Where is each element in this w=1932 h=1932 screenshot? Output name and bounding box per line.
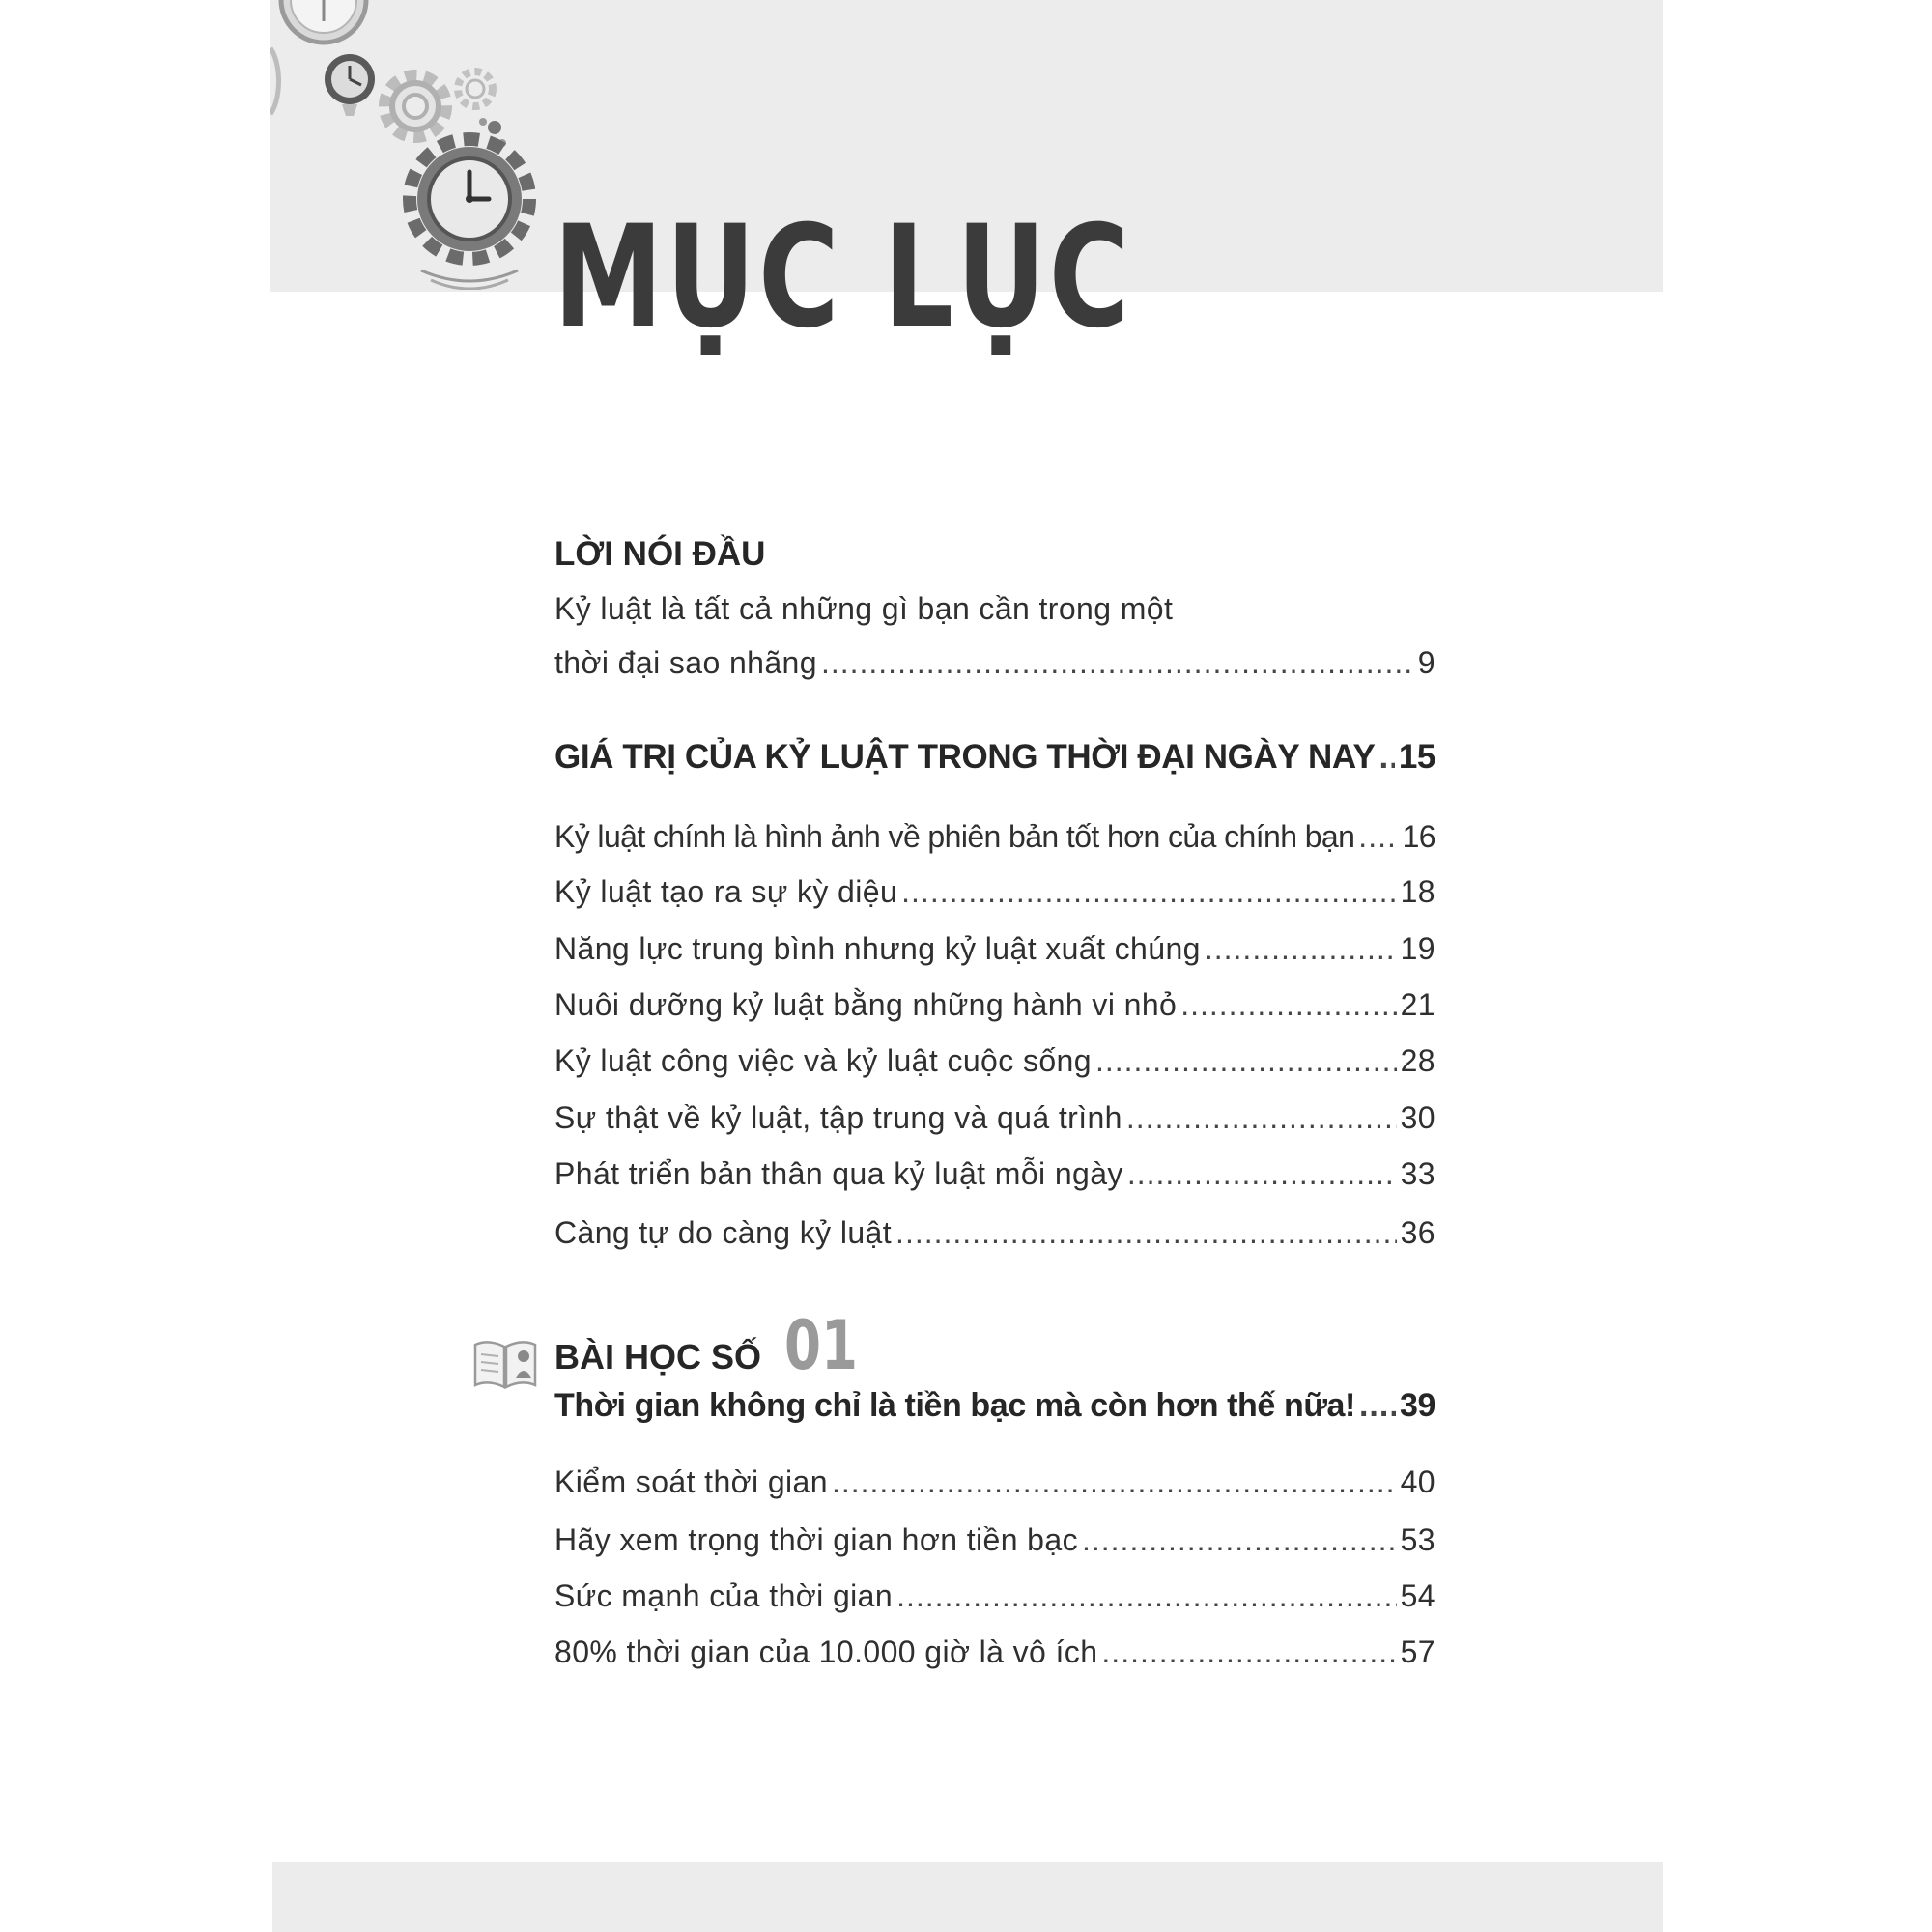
- entry-page: 21: [1400, 987, 1435, 1022]
- toc-entry[interactable]: [554, 1215, 1435, 1251]
- preface-heading: LỜI NÓI ĐẦU: [554, 535, 766, 573]
- toc-entry[interactable]: [554, 1522, 1435, 1558]
- toc-entry[interactable]: [554, 1043, 1435, 1079]
- entry-title: Sự thật về kỷ luật, tập trung và quá trình: [554, 1100, 1122, 1135]
- entry-title: Nuôi dưỡng kỷ luật bằng những hành vi nhỏ: [554, 987, 1178, 1022]
- entry-page: 33: [1400, 1156, 1435, 1191]
- page-title: MỤC LỤC: [554, 195, 1133, 359]
- dot-leader: [1359, 1387, 1396, 1425]
- dot-leader: [1127, 1156, 1397, 1192]
- gear-icon: [458, 71, 493, 106]
- entry-page: 19: [1400, 931, 1435, 966]
- lesson-label: BÀI HỌC SỐ: [554, 1337, 762, 1377]
- toc-entry[interactable]: [554, 874, 1435, 910]
- toc-entry[interactable]: [554, 1578, 1435, 1614]
- entry-title: Càng tự do càng kỷ luật: [554, 1215, 893, 1250]
- lesson-number: 01: [784, 1306, 858, 1385]
- entry-title: 80% thời gian của 10.000 giờ là vô ích: [554, 1634, 1098, 1669]
- entry-page: 54: [1400, 1578, 1435, 1613]
- gears-decoration: [270, 0, 560, 290]
- preface-line-1: Kỷ luật là tất cả những gì bạn cần trong một: [554, 591, 1174, 626]
- dot-leader: [1180, 987, 1396, 1023]
- entry-title: thời đại sao nhãng: [554, 645, 817, 680]
- dot-leader: [832, 1464, 1397, 1500]
- toc-entry[interactable]: [554, 1156, 1435, 1192]
- entry-title: Kỷ luật tạo ra sự kỳ diệu: [554, 874, 898, 909]
- entry-title: Thời gian không chỉ là tiền bạc mà còn hơn thế nữa!: [554, 1387, 1355, 1424]
- entry-page: 39: [1399, 1387, 1435, 1424]
- toc-entry[interactable]: [554, 931, 1435, 967]
- entry-page: 36: [1400, 1215, 1435, 1250]
- entry-title: Sức mạnh của thời gian: [554, 1578, 894, 1613]
- section-page: 15: [1398, 738, 1435, 776]
- entry-page: 30: [1400, 1100, 1435, 1135]
- entry-title: Hãy xem trọng thời gian hơn tiền bạc: [554, 1522, 1078, 1557]
- toc-entry[interactable]: [554, 1634, 1435, 1670]
- entry-title: Năng lực trung bình nhưng kỷ luật xuất chúng: [554, 931, 1201, 966]
- entry-page: 57: [1400, 1634, 1435, 1669]
- entry-page: 9: [1417, 645, 1435, 680]
- dot-leader: [1082, 1522, 1397, 1558]
- gear-clock-icon: [410, 139, 529, 289]
- entry-title: Kiểm soát thời gian: [554, 1464, 828, 1499]
- gear-icon: [384, 75, 446, 137]
- dot-leader: [1095, 1043, 1397, 1079]
- dot-leader: [895, 1215, 1397, 1251]
- toc-entry-preface[interactable]: [554, 645, 1435, 681]
- toc-entry[interactable]: [554, 987, 1435, 1023]
- dot-leader: [1101, 1634, 1396, 1670]
- dot-leader: [1126, 1100, 1397, 1136]
- entry-page: 18: [1400, 874, 1435, 909]
- toc-entry[interactable]: [554, 819, 1435, 855]
- entry-page: 40: [1400, 1464, 1435, 1499]
- entry-page: 16: [1402, 819, 1435, 854]
- dot-leader: [1378, 738, 1394, 777]
- toc-entry[interactable]: [554, 1100, 1435, 1136]
- clock-icon: [281, 0, 366, 43]
- footer-band: [272, 1862, 1663, 1932]
- entry-title: Phát triển bản thân qua kỷ luật mỗi ngày: [554, 1156, 1123, 1191]
- dot-leader: [901, 874, 1396, 910]
- clock-icon: [325, 54, 375, 116]
- dot-leader: [896, 1578, 1397, 1614]
- dot-leader: [1358, 819, 1398, 855]
- open-book-icon: [471, 1335, 541, 1393]
- entry-title: Kỷ luật chính là hình ảnh về phiên bản tốt hơn của chính bạn: [554, 819, 1355, 854]
- dot-leader: [1205, 931, 1397, 967]
- section-heading[interactable]: [554, 738, 1435, 777]
- toc-entry[interactable]: [554, 1464, 1435, 1500]
- entry-page: 53: [1400, 1522, 1435, 1557]
- section-title: GIÁ TRỊ CỦA KỶ LUẬT TRONG THỜI ĐẠI NGÀY NAY: [554, 738, 1376, 776]
- lesson-title[interactable]: [554, 1387, 1435, 1425]
- entry-title: Kỷ luật công việc và kỷ luật cuộc sống: [554, 1043, 1092, 1078]
- entry-page: 28: [1400, 1043, 1435, 1078]
- dot-leader: [821, 645, 1414, 681]
